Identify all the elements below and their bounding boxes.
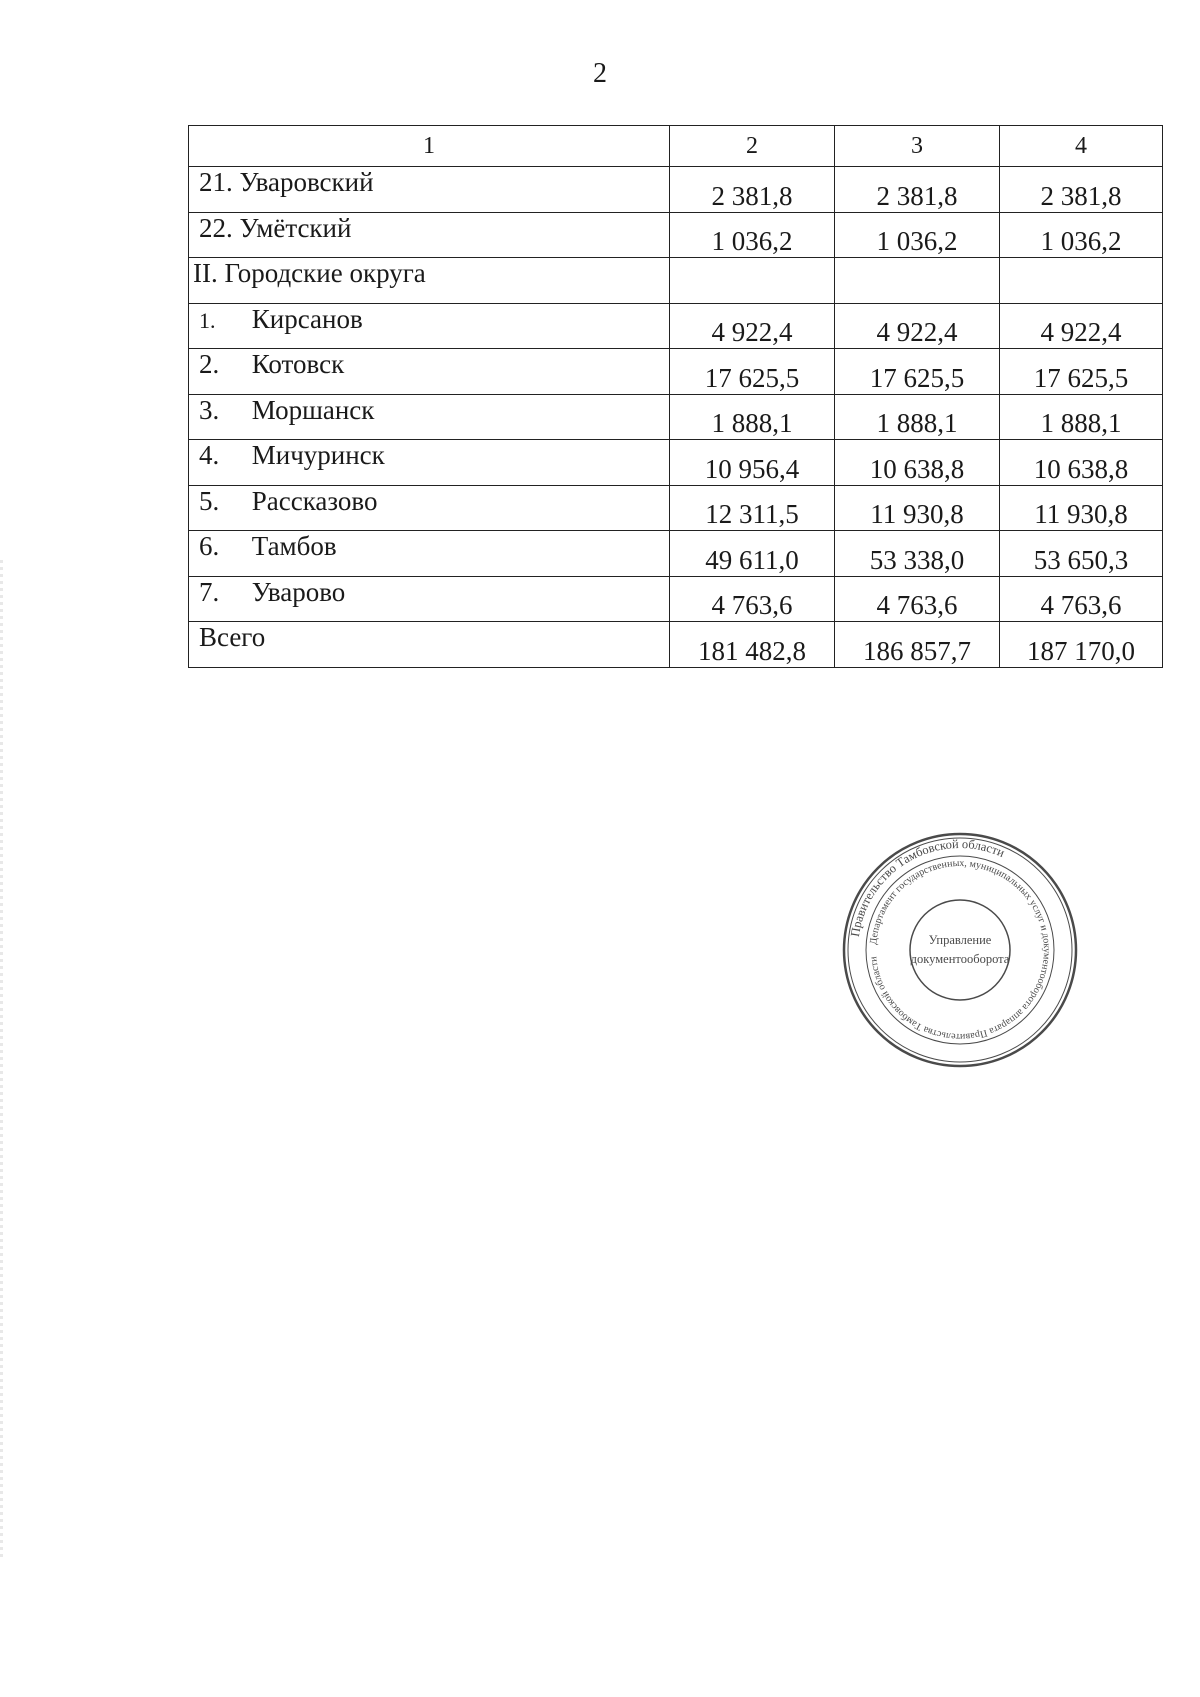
total-col-4: 187 170,0	[1000, 622, 1163, 668]
value-col-2: 49 611,0	[670, 531, 835, 577]
table-row	[189, 394, 1163, 440]
city-name: Котовск	[251, 349, 345, 379]
city-name-cell	[189, 485, 670, 531]
value-col-4: 1 888,1	[1000, 394, 1163, 440]
city-name: Тамбов	[251, 531, 337, 561]
district-name: Уваровский	[239, 167, 374, 197]
total-label: Всего	[189, 622, 670, 668]
header-col-2: 2	[670, 126, 835, 167]
empty-cell	[1000, 258, 1163, 304]
value-col-3: 53 338,0	[835, 531, 1000, 577]
header-col-1: 1	[189, 126, 670, 167]
value-col-4: 17 625,5	[1000, 349, 1163, 395]
empty-cell	[835, 258, 1000, 304]
city-name-cell	[189, 303, 670, 349]
row-index: 7.	[199, 576, 220, 607]
value-col-3: 10 638,8	[835, 440, 1000, 486]
row-index: 2.	[199, 349, 220, 379]
row-index: 4.	[199, 440, 220, 470]
city-name: Моршанск	[251, 394, 375, 425]
value-col-2: 1 888,1	[670, 394, 835, 440]
stamp-outer-text: Правительство Тамбовской области	[847, 836, 1007, 938]
value-col-2: 17 625,5	[670, 349, 835, 395]
city-name-cell	[189, 440, 670, 486]
value-col-4: 4 922,4	[1000, 303, 1163, 349]
city-name: Уварово	[251, 576, 346, 607]
row-index: 21.	[199, 167, 233, 197]
table-header-row	[189, 126, 1163, 167]
stamp-ring-text: Департамент государственных, муниципальных услуг и документооборота аппарата Правительства Тамбовской области	[868, 857, 1053, 1043]
table-row	[189, 349, 1163, 395]
table-row	[189, 440, 1163, 486]
header-col-3: 3	[835, 126, 1000, 167]
official-stamp	[842, 832, 1078, 1068]
total-col-3: 186 857,7	[835, 622, 1000, 668]
table-row	[189, 212, 1163, 258]
table-row	[189, 167, 1163, 213]
value-col-2: 10 956,4	[670, 440, 835, 486]
total-col-2: 181 482,8	[670, 622, 835, 668]
scan-edge-artifact	[0, 560, 3, 1560]
stamp-inner-ring	[910, 900, 1010, 1000]
value-col-3: 17 625,5	[835, 349, 1000, 395]
district-name-cell	[189, 212, 670, 258]
city-name: Мичуринск	[251, 440, 385, 470]
value-col-2: 12 311,5	[670, 485, 835, 531]
value-col-3: 2 381,8	[835, 167, 1000, 213]
city-name: Кирсанов	[251, 303, 363, 334]
value-col-4: 11 930,8	[1000, 485, 1163, 531]
district-name-cell	[189, 167, 670, 213]
value-col-2: 2 381,8	[670, 167, 835, 213]
city-name-cell	[189, 349, 670, 395]
table-row	[189, 576, 1163, 622]
row-index: 3.	[199, 394, 220, 425]
district-name: Умётский	[239, 212, 352, 243]
value-col-2: 4 763,6	[670, 576, 835, 622]
value-col-4: 10 638,8	[1000, 440, 1163, 486]
value-col-2: 4 922,4	[670, 303, 835, 349]
value-col-4: 4 763,6	[1000, 576, 1163, 622]
table-row	[189, 485, 1163, 531]
value-col-3: 11 930,8	[835, 485, 1000, 531]
section-row	[189, 258, 1163, 304]
page-number: 2	[593, 58, 607, 89]
value-col-4: 1 036,2	[1000, 212, 1163, 258]
total-row	[189, 622, 1163, 668]
row-index: 6.	[199, 531, 220, 561]
value-col-3: 4 922,4	[835, 303, 1000, 349]
value-col-4: 2 381,8	[1000, 167, 1163, 213]
row-index: 22.	[199, 212, 233, 243]
row-index: 1.	[199, 307, 216, 333]
table-row	[189, 531, 1163, 577]
city-name-cell	[189, 576, 670, 622]
stamp-center-line1: Управление	[928, 933, 992, 947]
city-name-cell	[189, 394, 670, 440]
value-col-4: 53 650,3	[1000, 531, 1163, 577]
stamp-center-line2: документооборота	[910, 952, 1010, 966]
stamp-middle-ring	[866, 856, 1054, 1044]
budget-table	[188, 125, 1163, 668]
city-name: Рассказово	[251, 485, 378, 516]
value-col-3: 1 888,1	[835, 394, 1000, 440]
section-title: II. Городские округа	[189, 258, 670, 304]
city-name-cell	[189, 531, 670, 577]
header-col-4: 4	[1000, 126, 1163, 167]
row-index: 5.	[199, 485, 220, 516]
empty-cell	[670, 258, 835, 304]
value-col-3: 4 763,6	[835, 576, 1000, 622]
value-col-2: 1 036,2	[670, 212, 835, 258]
value-col-3: 1 036,2	[835, 212, 1000, 258]
table-row	[189, 303, 1163, 349]
